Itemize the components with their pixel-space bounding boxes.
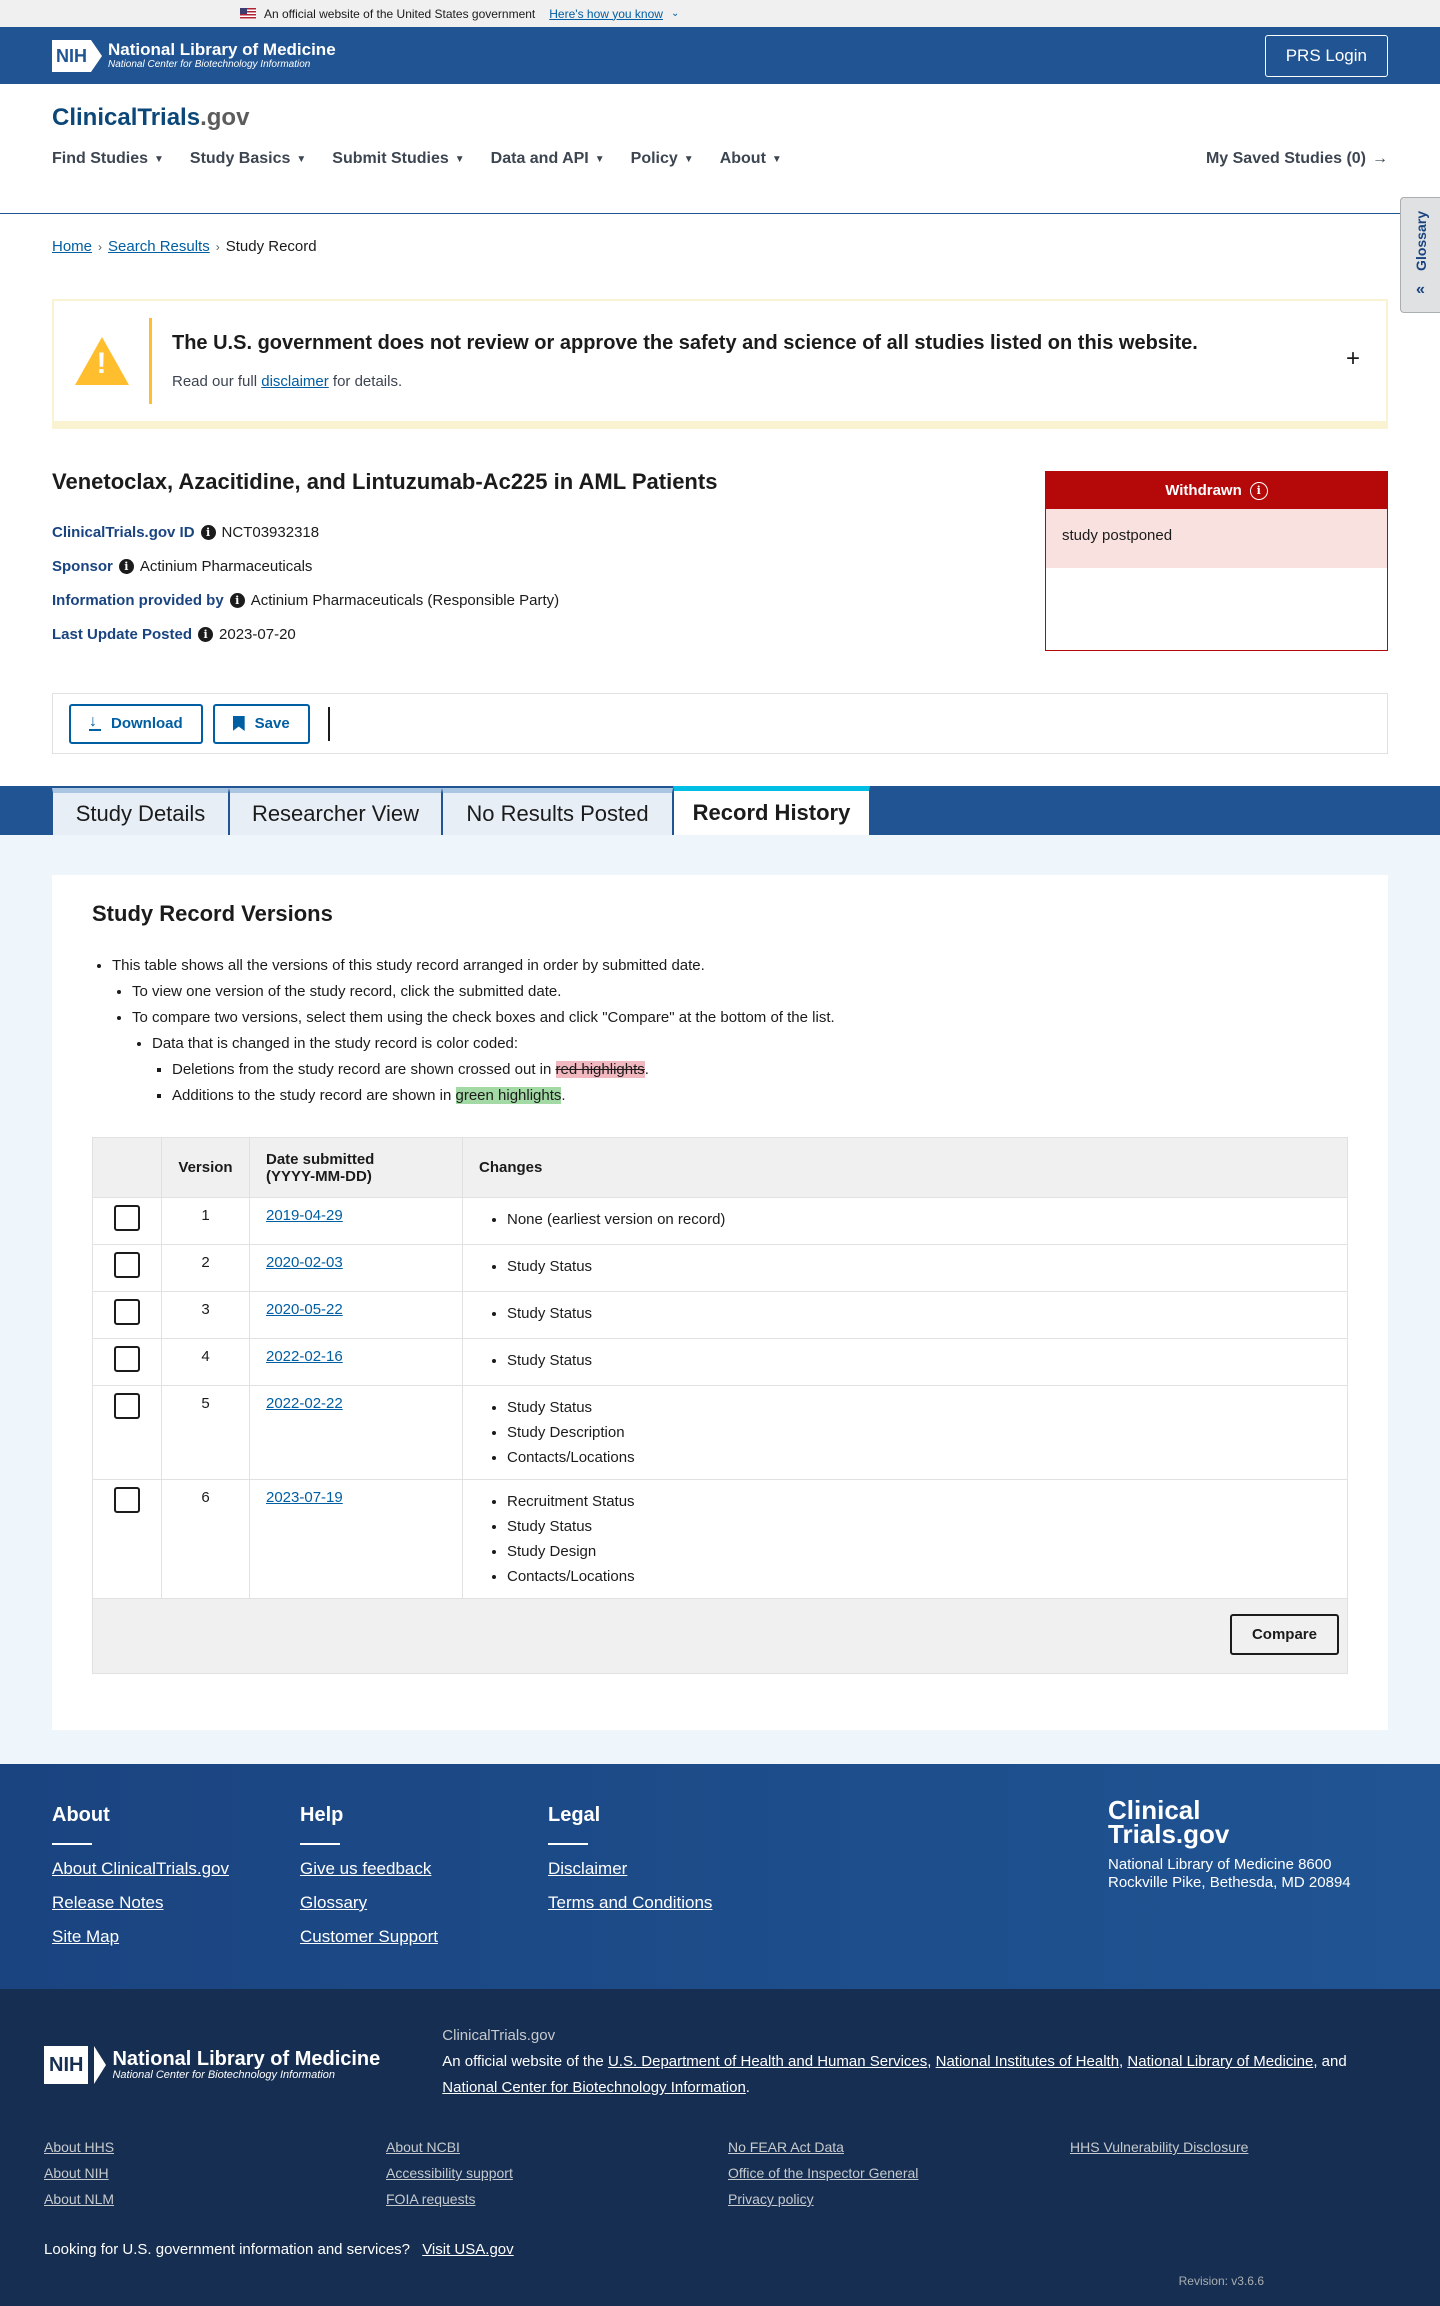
footer-bottom [0,1989,1440,2306]
tab-no-results-posted[interactable]: No Results Posted [442,788,673,835]
hhs-link[interactable]: U.S. Department of Health and Human Services [607,2053,928,2070]
chevron-down-icon: ▼ [154,153,164,165]
usa-gov-link[interactable]: Visit USA.gov [422,2241,514,2258]
save-button[interactable]: Save [213,704,310,744]
versions-instructions: • This table shows all the versions of this study record arranged in order by submitted date. • To view one version of the study record, click the submitted date. • To compare two versions, select them using the check boxes and click "Compare" at the bottom of the list. • Data that is changed in the study record is color coded: ▪ Deletions from the study record are shown crossed out in red highlights. ▪ Additions to the study record are shown in green highlights. [92,953,1348,1109]
info-icon[interactable]: i [198,627,213,642]
breadcrumb-search-results[interactable]: Search Results [108,238,210,255]
chevron-down-icon: ▼ [454,153,465,165]
table-row: 2 2020-02-03 • Study Status [93,1245,1348,1292]
gov-banner [0,0,1440,27]
nav-data-and-api[interactable]: Data and API ▼ [490,150,605,167]
breadcrumb-current: Study Record [225,238,317,255]
chevron-down-icon: ▼ [296,153,307,165]
col-version: Version [162,1138,250,1198]
chevron-down-icon: ▼ [683,153,694,165]
site-header [0,84,1440,214]
version-checkbox[interactable] [114,1252,140,1278]
red-highlight-sample: red highlights [555,1061,645,1078]
divider [328,707,330,741]
footer-top [0,1764,1440,1989]
footer-legal: Legal Disclaimer Terms and Conditions [548,1804,796,1989]
table-row: 3 2020-05-22 • Study Status [93,1292,1348,1339]
glossary-label: Glossary [1412,211,1429,271]
nav-study-basics[interactable]: Study Basics ▼ [189,150,307,167]
info-icon[interactable]: i [230,593,245,608]
study-id: NCT03932318 [221,523,320,541]
sponsor-value: Actinium Pharmaceuticals [139,557,313,575]
download-icon [89,717,101,731]
official-website-text: ClinicalTrials.gov An official website of the U.S. Department of Health and Human Services, National Institutes of Health, National Library of Medicine, and National Center for Biotechnology Information. [442,2027,1347,2096]
arrow-right-icon: → [1372,150,1388,167]
usa-gov-line: Looking for U.S. government information and services? Visit USA.gov [44,2241,514,2258]
status-reason: study postponed [1046,509,1387,568]
gov-banner-text: An official website of the United States government [264,6,536,21]
footer-link[interactable]: About ClinicalTrials.gov [52,1859,229,1878]
version-checkbox[interactable] [114,1393,140,1419]
col-date-submitted: Date submitted (YYYY-MM-DD) [250,1138,463,1198]
footer-link[interactable]: Customer Support [300,1927,438,1946]
table-row: 1 2019-04-29 • None (earliest version on record) [93,1198,1348,1245]
footer-link[interactable]: Give us feedback [300,1859,432,1878]
glossary-tab[interactable] [1400,197,1440,313]
info-icon[interactable]: i [1250,482,1268,500]
nlm-link[interactable]: National Library of Medicine [1127,2053,1314,2070]
us-flag-icon [240,8,256,19]
versions-card [52,875,1388,1730]
footer-link[interactable]: Release Notes [52,1893,164,1912]
alert-heading: The U.S. government does not review or approve the safety and science of all studies listed on this website. [172,332,1198,354]
disclaimer-alert [52,299,1388,429]
info-icon[interactable]: i [119,559,134,574]
footer-link[interactable]: About NIH [44,2165,109,2181]
nih-header [0,27,1440,84]
main-nav [52,150,1388,168]
last-update-label: Last Update Posted [52,625,193,643]
version-date-link[interactable]: 2019-04-29 [266,1207,343,1224]
version-checkbox[interactable] [114,1346,140,1372]
footer-link[interactable]: No FEAR Act Data [728,2139,844,2155]
version-date-link[interactable]: 2022-02-16 [266,1348,343,1365]
versions-heading: Study Record Versions [92,901,333,926]
nih-link[interactable]: National Institutes of Health [935,2053,1120,2070]
ncbi-subtitle: National Center for Biotechnology Information [108,58,311,70]
alert-text: Read our full disclaimer for details. [172,373,403,390]
version-date-link[interactable]: 2022-02-22 [266,1395,343,1412]
nav-about[interactable]: About ▼ [719,150,782,167]
version-date-link[interactable]: 2020-02-03 [266,1254,343,1271]
study-header [52,469,1388,651]
version-checkbox[interactable] [114,1487,140,1513]
content-area [0,835,1440,1764]
revision-text: Revision: v3.6.6 [1178,2274,1264,2288]
footer-link[interactable]: About NCBI [386,2139,460,2155]
my-saved-studies-link[interactable]: My Saved Studies (0) → [1205,150,1388,167]
chevron-down-icon: ▼ [594,153,605,165]
footer-link[interactable]: FOIA requests [386,2191,476,2207]
nav-policy[interactable]: Policy ▼ [630,150,694,167]
footer-bottom-links [44,2139,1396,2207]
expand-plus-icon[interactable]: + [1345,345,1360,372]
chevron-right-icon: › [98,239,103,254]
warning-icon [75,337,129,385]
study-title: Venetoclax, Azacitidine, and Lintuzumab-Ac225 in AML Patients [52,469,718,494]
chevron-down-icon[interactable]: ⌄ [670,8,680,19]
nlm-title: National Library of Medicine [108,39,336,59]
download-button[interactable]: ↓ Download [69,704,203,744]
last-update-value: 2023-07-20 [219,625,296,643]
version-checkbox[interactable] [114,1205,140,1231]
green-highlight-sample: green highlights [455,1087,562,1104]
sponsor-label: Sponsor [52,557,113,575]
status-label: Withdrawn [1165,482,1242,499]
info-icon[interactable]: i [201,525,216,540]
compare-button[interactable]: Compare [1230,1614,1339,1655]
footer-link[interactable]: Accessibility support [386,2165,513,2181]
nav-submit-studies[interactable]: Submit Studies ▼ [332,150,465,167]
study-meta [52,515,717,651]
id-label: ClinicalTrials.gov ID [52,523,195,541]
table-row: 4 2022-02-16 • Study Status [93,1339,1348,1386]
footer-link[interactable]: Office of the Inspector General [728,2165,919,2181]
footer-link[interactable]: About HHS [44,2139,115,2155]
version-date-link[interactable]: 2020-05-22 [266,1301,343,1318]
heres-how-you-know-link[interactable]: Here's how you know [549,6,663,21]
table-row: 5 2022-02-22 • Study Status • Study Description • Contacts/Locations [93,1386,1348,1480]
tab-study-details[interactable]: Study Details [52,788,229,835]
ncbi-link[interactable]: National Center for Biotechnology Information [442,2079,746,2096]
footer-nlm-logo[interactable]: NIH National Library of Medicine National Center for Biotechnology Information [44,2029,380,2101]
footer-link[interactable]: Privacy policy [728,2191,814,2207]
provided-by-label: Information provided by [52,591,224,609]
footer-link[interactable]: Disclaimer [548,1859,628,1878]
nlm-logo[interactable] [52,40,336,72]
provided-by-value: Actinium Pharmaceuticals (Responsible Party) [250,591,560,609]
nav-find-studies[interactable]: Find Studies ▼ [52,150,164,167]
breadcrumb-home[interactable]: Home [52,238,93,255]
breadcrumb [52,214,1388,259]
footer-link[interactable]: Site Map [52,1927,120,1946]
tab-bar [0,786,1440,835]
footer-link[interactable]: Terms and Conditions [548,1893,713,1912]
chevron-right-icon: › [215,239,220,254]
nih-badge: NIH [52,40,102,72]
col-changes: Changes [463,1138,1348,1198]
footer-help: Help Give us feedback Glossary Customer Support [300,1804,548,1989]
footer-address: National Library of Medicine 8600 Rockville Pike, Bethesda, MD 20894 [1108,1856,1351,1891]
double-chevron-left-icon: « [1416,280,1425,298]
table-row: 6 2023-07-19 • Recruitment Status • Study Status • Study Design • Contacts/Locations [93,1480,1348,1599]
version-checkbox[interactable] [114,1299,140,1325]
action-bar [52,693,1388,754]
versions-table [92,1137,1348,1674]
chevron-down-icon: ▼ [771,153,782,165]
footer-logo-block [1108,1795,1368,1892]
footer-link[interactable]: About NLM [44,2191,115,2207]
footer-link[interactable]: HHS Vulnerability Disclosure [1070,2139,1249,2155]
bookmark-icon [233,716,245,731]
footer-ct-logo[interactable]: Clinical Trials.gov [1108,1795,1230,1849]
tab-researcher-view[interactable]: Researcher View [229,788,442,835]
footer-about: About About ClinicalTrials.gov Release Notes Site Map [52,1804,300,1989]
version-date-link[interactable]: 2023-07-19 [266,1489,343,1506]
status-box [1045,471,1388,651]
footer-link[interactable]: Glossary [300,1893,368,1912]
clinicaltrials-logo[interactable]: ClinicalTrials.gov [52,104,250,131]
prs-login-button[interactable]: PRS Login [1265,35,1388,77]
disclaimer-link[interactable]: disclaimer [261,373,329,390]
tab-record-history[interactable]: Record History [673,786,870,835]
